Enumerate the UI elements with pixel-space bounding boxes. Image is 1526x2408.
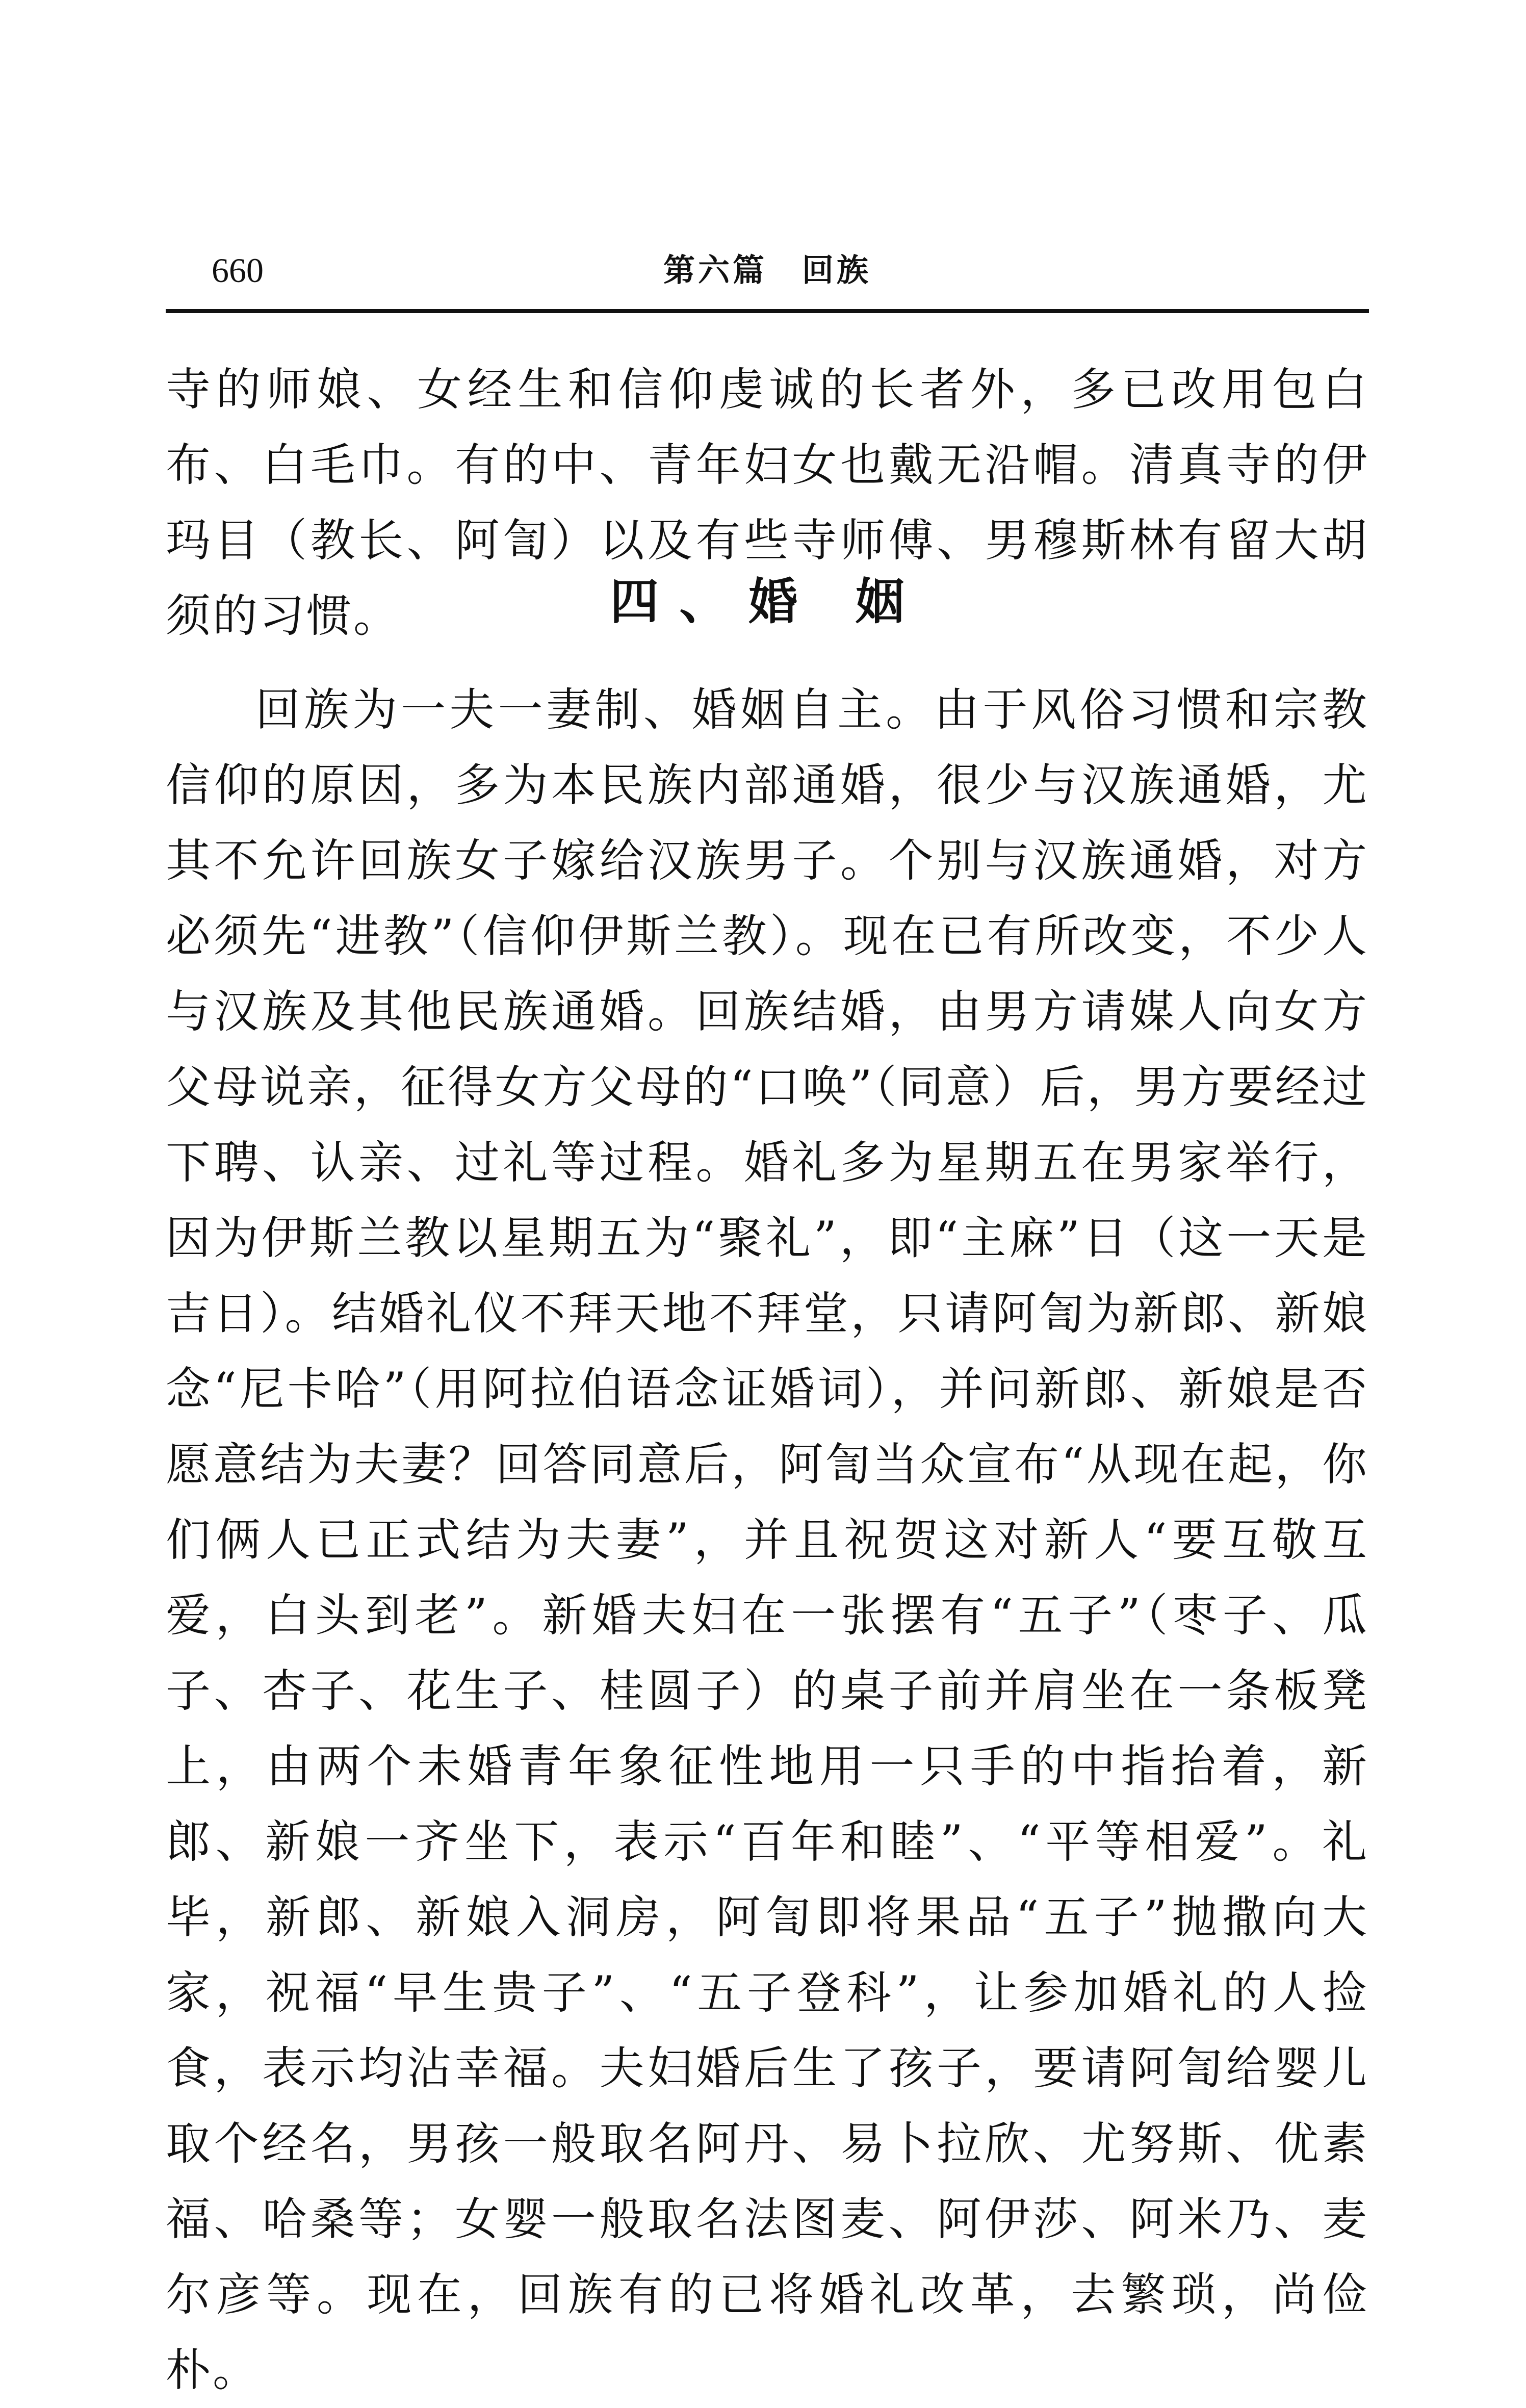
paragraph-continuation: 寺的师娘、女经生和信仰虔诚的长者外，多已改用包白布、白毛巾。有的中、青年妇女也戴无沿帽。清真寺的伊玛目（教长、阿訇）以及有些寺师傅、男穆斯林有留大胡须的习惯。 — [166, 363, 1369, 642]
paragraph-marriage: 回族为一夫一妻制、婚姻自主。由于风俗习惯和宗教信仰的原因，多为本民族内部通婚，很少与汉族通婚，尤其不允许回族女子嫁给汉族男子。个别与汉族通婚，对方必须先“进教”（信仰伊斯兰教）。现在已有所改变，不少人与汉族及其他民族通婚。回族结婚，由男方请媒人向女方父母说亲，征得女方父母的“口唤”（同意）后，男方要经过下聘、认亲、过礼等过程。婚礼多为星期五在男家举行，因为伊斯兰教以星期五为“聚礼”，即“主麻”日（这一天是吉日）。结婚礼仪不拜天地不拜堂，只请阿訇为新郎、新娘念“尼卡哈”（用阿拉伯语念证婚词），并问新郎、新娘是否愿意结为夫妻？回答同意后，阿訇当众宣布“从现在起，你们俩人已正式结为夫妻”，并且祝贺这对新人“要互敬互爱，白头到老”。新婚夫妇在一张摆有“五子”（枣子、瓜子、杏子、花生子、桂圆子）的桌子前并肩坐在一条板凳上，由两个未婚青年象征性地用一只手的中指抬着，新郎、新娘一齐坐下，表示“百年和睦”、“平等相爱”。礼毕，新郎、新娘入洞房，阿訇即将果品“五子”抛撒向大家，祝福“早生贵子”、“五子登科”，让参加婚礼的人捡食，表示均沾幸福。夫妇婚后生了孩子，要请阿訇给婴儿取个经名，男孩一般取名阿丹、易卜拉欣、尤努斯、优素福、哈桑等；女婴一般取名法图麦、阿伊莎、阿米乃、麦尔彦等。现在，回族有的已将婚礼改革，去繁琐，尚俭朴。 — [166, 683, 1369, 2396]
page-header — [166, 240, 1369, 296]
page-number: 660 — [212, 251, 264, 290]
running-title: 第六篇 回族 — [663, 251, 871, 289]
header-rule — [166, 309, 1369, 313]
section-heading: 四、婚 姻 — [610, 573, 925, 630]
